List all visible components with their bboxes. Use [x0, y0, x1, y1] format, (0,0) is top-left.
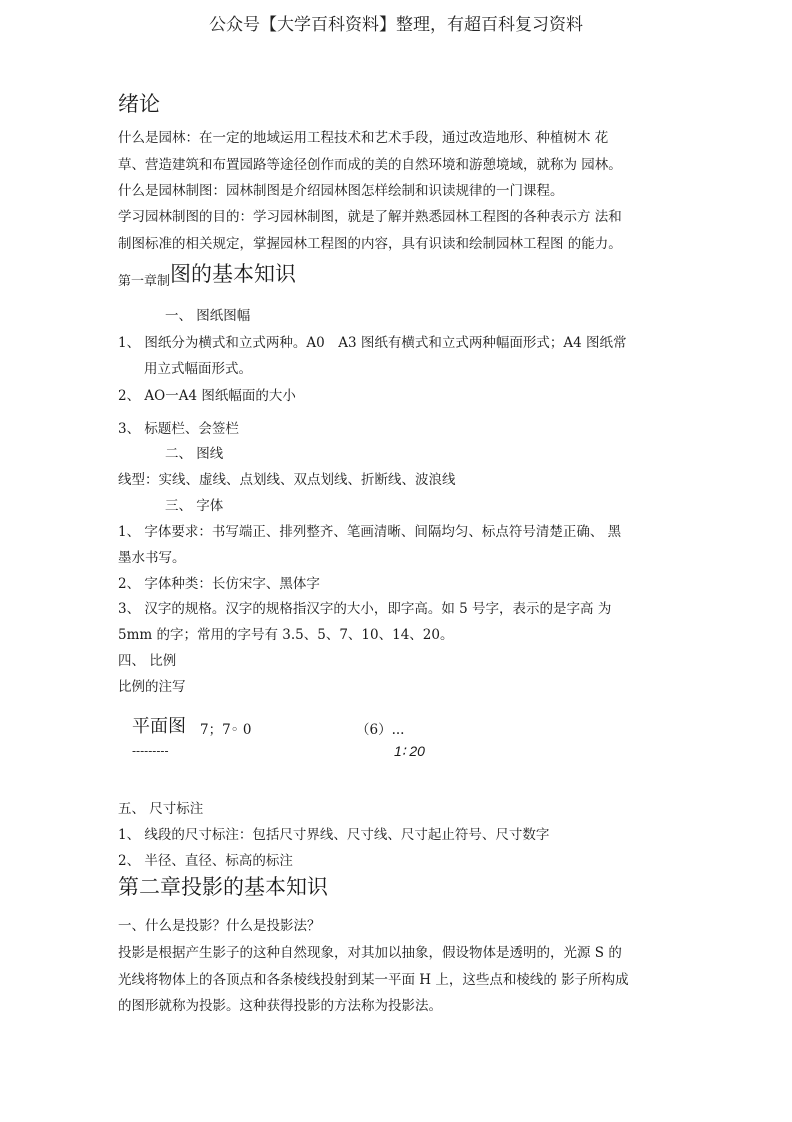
- intro-line: 什么是园林：在一定的地域运用工程技术和艺术手段，通过改造地形、种植树木 花: [118, 130, 609, 146]
- page-header: 公众号【大学百科资料】整理，有超百科复习资料: [209, 15, 583, 35]
- intro-line: 学习园林制图的目的：学习园林制图，就是了解并熟悉园林工程图的各种表示方 法和: [118, 209, 622, 225]
- list-item: 2、 半径、直径、标高的标注: [118, 853, 293, 869]
- section-heading: 四、 比例: [118, 653, 177, 669]
- chapter2-title: 第二章投影的基本知识: [118, 875, 328, 899]
- paragraph-line: 光线将物体上的各顶点和各条棱线投射到某一平面 H 上，这些点和棱线的 影子所构成: [118, 972, 629, 988]
- chapter1-title-large: 图的基本知识: [170, 262, 297, 286]
- list-item: 3、 汉字的规格。汉字的规格指汉字的大小，即字高。如 5 号字，表示的是字高 为: [118, 601, 612, 617]
- list-item: 3、 标题栏、会签栏: [118, 421, 239, 437]
- intro-line: 草、营造建筑和布置园路等途径创作而成的美的自然环境和游憩境域，就称为 园林。: [118, 157, 622, 173]
- paragraph-line: 投影是根据产生影子的这种自然现象，对其加以抽象，假设物体是透明的，光源 S 的: [118, 945, 622, 961]
- paragraph: 线型：实线、虚线、点划线、双点划线、折断线、波浪线: [118, 472, 456, 488]
- list-item: 1、 线段的尺寸标注：包括尺寸界线、尺寸线、尺寸起止符号、尺寸数字: [118, 827, 550, 843]
- section-heading: 一、 图纸图幅: [165, 308, 251, 324]
- chapter1-title-small: 第一章制: [118, 274, 171, 289]
- scale-example-label: 平面图: [132, 716, 186, 737]
- paragraph-line: 的图形就称为投影。这种获得投影的方法称为投影法。: [118, 998, 442, 1014]
- list-item: 1、 图纸分为横式和立式两种。A0 A3 图纸有横式和立式两种幅面形式；A4 图纸常: [118, 335, 627, 351]
- list-item: 2、 AO一A4 图纸幅面的大小: [118, 388, 296, 404]
- list-item-cont: 5mm 的字；常用的字号有 3.5、5、7、10、14、20。: [118, 627, 454, 643]
- paragraph: 比例的注写: [118, 679, 186, 695]
- list-item-cont: 墨水书写。: [118, 550, 186, 566]
- intro-title: 绪论: [118, 92, 160, 116]
- scale-example-ratio: 1∶ 20: [394, 743, 425, 759]
- section-heading: 五、 尺寸标注: [118, 801, 204, 817]
- scale-example-right: （6）...: [356, 722, 405, 738]
- section-heading: 三、 字体: [165, 498, 224, 514]
- scale-example-dashes: ---------: [132, 744, 169, 758]
- section-heading: 二、 图线: [165, 446, 224, 462]
- list-item-cont: 用立式幅面形式。: [144, 361, 252, 377]
- scale-example-num: 7；7◦ 0: [200, 722, 252, 738]
- list-item: 2、 字体种类：长仿宋字、黑体字: [118, 576, 320, 592]
- chapter1-title: [118, 262, 296, 292]
- section-heading: 一、什么是投影？什么是投影法？: [118, 918, 321, 934]
- intro-line: 制图标准的相关规定，掌握园林工程图的内容，具有识读和绘制园林工程图 的能力。: [118, 236, 622, 252]
- list-item: 1、 字体要求：书写端正、排列整齐、笔画清晰、间隔均匀、标点符号清楚正确、 黑: [118, 524, 622, 540]
- intro-line: 什么是园林制图：园林制图是介绍园林图怎样绘制和识读规律的一门课程。: [118, 183, 564, 199]
